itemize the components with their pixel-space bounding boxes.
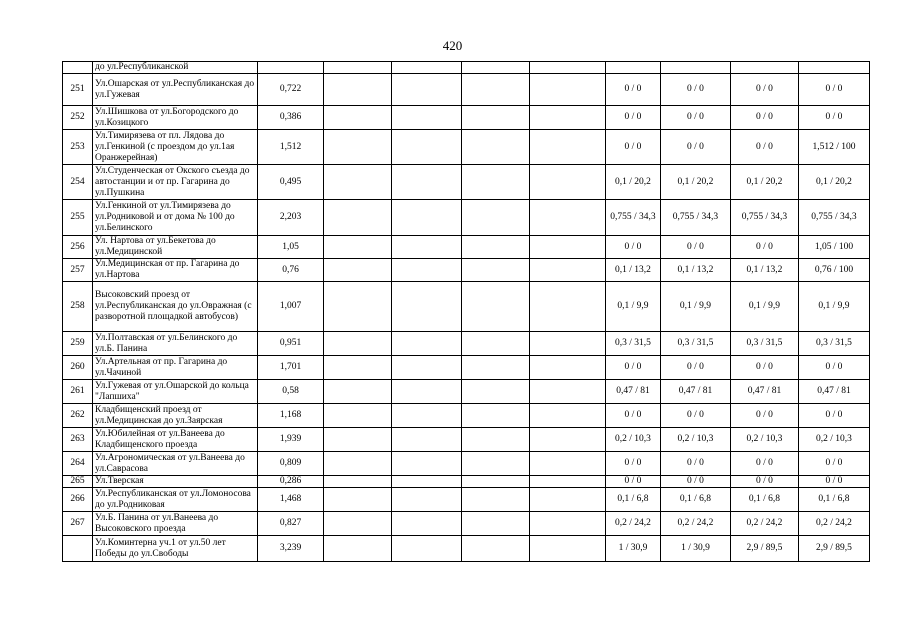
- value-cell-3: 2,9 / 89,5: [731, 536, 799, 562]
- value-cell-1: 0 / 0: [606, 106, 661, 130]
- road-name-cell: Ул.Тимирязева от пл. Лядова до ул.Генкиной (с проездом до ул.1ая Оранжерейная): [93, 130, 258, 165]
- length-cell: 0,809: [258, 452, 324, 476]
- length-cell: 1,168: [258, 404, 324, 428]
- empty-cell: [462, 130, 530, 165]
- empty-cell: [462, 165, 530, 200]
- value-cell-4: 0 / 0: [799, 106, 870, 130]
- table-row: [63, 452, 870, 476]
- empty-cell: [324, 332, 392, 356]
- value-cell-3: 0,2 / 10,3: [731, 428, 799, 452]
- value-cell-3: 0,755 / 34,3: [731, 200, 799, 236]
- road-name-cell: Ул.Полтавская от ул.Белинского до ул.Б. Панина: [93, 332, 258, 356]
- value-cell-3: 0,1 / 9,9: [731, 282, 799, 332]
- empty-cell: [392, 356, 462, 380]
- empty-cell: [530, 106, 606, 130]
- empty-cell: [324, 476, 392, 488]
- value-cell-2: 1 / 30,9: [661, 536, 731, 562]
- length-cell: 1,701: [258, 356, 324, 380]
- road-name-cell: Кладбищенский проезд от ул.Медицинская до ул.Заярская: [93, 404, 258, 428]
- empty-cell: [530, 404, 606, 428]
- road-name-cell: Ул.Коминтерна уч.1 от ул.50 лет Победы до ул.Свободы: [93, 536, 258, 562]
- empty-cell: [462, 236, 530, 259]
- empty-cell: [324, 428, 392, 452]
- empty-cell: [530, 332, 606, 356]
- empty-cell: [324, 512, 392, 536]
- value-cell-1: 0,1 / 6,8: [606, 488, 661, 512]
- road-name-cell: Ул.Тверская: [93, 476, 258, 488]
- value-cell-3: 0 / 0: [731, 74, 799, 106]
- row-number-cell: 251: [63, 74, 93, 106]
- value-cell-4: 1,05 / 100: [799, 236, 870, 259]
- value-cell-1: 0,1 / 20,2: [606, 165, 661, 200]
- empty-cell: [530, 428, 606, 452]
- length-cell: 0,827: [258, 512, 324, 536]
- table-row: [63, 536, 870, 562]
- value-cell-2: 0 / 0: [661, 130, 731, 165]
- value-cell-4: 0 / 0: [799, 452, 870, 476]
- empty-cell: [392, 200, 462, 236]
- row-number-cell: 253: [63, 130, 93, 165]
- table-row: [63, 476, 870, 488]
- row-number-cell: 266: [63, 488, 93, 512]
- row-number-cell: 267: [63, 512, 93, 536]
- road-name-cell: Ул.Республиканская от ул.Ломоносова до ул.Родниковая: [93, 488, 258, 512]
- value-cell-2: 0,1 / 13,2: [661, 259, 731, 282]
- value-cell-4: 0,1 / 20,2: [799, 165, 870, 200]
- value-cell-2: 0 / 0: [661, 404, 731, 428]
- page-number: 420: [442, 38, 463, 53]
- row-number-cell: 263: [63, 428, 93, 452]
- length-cell: 1,939: [258, 428, 324, 452]
- value-cell-1: 0,3 / 31,5: [606, 332, 661, 356]
- length-cell: 0,386: [258, 106, 324, 130]
- road-name-cell: Ул.Шишкова от ул.Богородского до ул.Козицкого: [93, 106, 258, 130]
- length-cell: 0,76: [258, 259, 324, 282]
- empty-cell: [462, 380, 530, 404]
- value-cell-3: 0,3 / 31,5: [731, 332, 799, 356]
- length-cell: 0,286: [258, 476, 324, 488]
- value-cell-2: 0 / 0: [661, 236, 731, 259]
- road-name-cell: Ул.Юбилейная от ул.Ванеева до Кладбищенского проезда: [93, 428, 258, 452]
- empty-cell: [392, 536, 462, 562]
- empty-cell: [530, 452, 606, 476]
- empty-cell: [392, 476, 462, 488]
- value-cell-2: 0 / 0: [661, 106, 731, 130]
- empty-cell: [530, 74, 606, 106]
- row-number-cell: 252: [63, 106, 93, 130]
- value-cell-2: 0,1 / 9,9: [661, 282, 731, 332]
- value-cell-1: 0,1 / 13,2: [606, 259, 661, 282]
- empty-cell: [324, 74, 392, 106]
- value-cell-4: 2,9 / 89,5: [799, 536, 870, 562]
- table-row: [63, 282, 870, 332]
- row-number-cell: 261: [63, 380, 93, 404]
- empty-cell: [530, 165, 606, 200]
- table-row: [63, 356, 870, 380]
- value-cell-3: 0,1 / 13,2: [731, 259, 799, 282]
- empty-cell: [324, 130, 392, 165]
- value-cell-3: 0 / 0: [731, 130, 799, 165]
- empty-cell: [530, 512, 606, 536]
- empty-cell: [462, 404, 530, 428]
- empty-cell: [530, 536, 606, 562]
- row-number-cell: 260: [63, 356, 93, 380]
- empty-cell: [462, 259, 530, 282]
- value-cell-2: 0 / 0: [661, 356, 731, 380]
- empty-cell: [462, 332, 530, 356]
- road-name-cell: Высоковский проезд от ул.Республиканская до ул.Овражная (с разворотной площадкой автобусов): [93, 282, 258, 332]
- value-cell-3: 0 / 0: [731, 106, 799, 130]
- road-name-cell: Ул.Б. Панина от ул.Ванеева до Высоковского проезда: [93, 512, 258, 536]
- value-cell-4: 1,512 / 100: [799, 130, 870, 165]
- value-cell-1: 0 / 0: [606, 476, 661, 488]
- value-cell-3: 0 / 0: [731, 452, 799, 476]
- empty-cell: [392, 106, 462, 130]
- table-row: [63, 74, 870, 106]
- value-cell-2: 0,2 / 24,2: [661, 512, 731, 536]
- empty-cell: [392, 165, 462, 200]
- empty-cell: [324, 452, 392, 476]
- road-name-cell: Ул.Артельная от пр. Гагарина до ул.Чачиной: [93, 356, 258, 380]
- empty-cell: [530, 200, 606, 236]
- length-cell: 2,203: [258, 200, 324, 236]
- value-cell-1: 0 / 0: [606, 130, 661, 165]
- empty-cell: [392, 512, 462, 536]
- value-cell-4: 0,76 / 100: [799, 259, 870, 282]
- empty-cell: [462, 282, 530, 332]
- empty-cell: [324, 165, 392, 200]
- value-cell-1: 0 / 0: [606, 236, 661, 259]
- length-cell: 1,468: [258, 488, 324, 512]
- value-cell-1: 0 / 0: [606, 404, 661, 428]
- value-cell-1: 0,2 / 24,2: [606, 512, 661, 536]
- value-cell-1: 0 / 0: [606, 356, 661, 380]
- value-cell-1: 0,2 / 10,3: [606, 428, 661, 452]
- road-name-cell: Ул.Агрономическая от ул.Ванеева до ул.Саврасова: [93, 452, 258, 476]
- empty-cell: [530, 488, 606, 512]
- value-cell-4: 0,3 / 31,5: [799, 332, 870, 356]
- empty-cell: [324, 282, 392, 332]
- row-number-cell: 254: [63, 165, 93, 200]
- empty-cell: [324, 356, 392, 380]
- table-row: [63, 404, 870, 428]
- row-number-cell: 257: [63, 259, 93, 282]
- value-cell-1: 0,47 / 81: [606, 380, 661, 404]
- empty-cell: [392, 332, 462, 356]
- empty-cell: [530, 282, 606, 332]
- value-cell-3: 0,2 / 24,2: [731, 512, 799, 536]
- value-cell-1: 0,755 / 34,3: [606, 200, 661, 236]
- empty-cell: [324, 236, 392, 259]
- row-number-cell: 258: [63, 282, 93, 332]
- empty-cell: [392, 282, 462, 332]
- value-cell-2: 0,47 / 81: [661, 380, 731, 404]
- empty-cell: [462, 452, 530, 476]
- value-cell-1: 0 / 0: [606, 74, 661, 106]
- length-cell: 0,58: [258, 380, 324, 404]
- empty-cell: [392, 259, 462, 282]
- empty-cell: [530, 259, 606, 282]
- value-cell-3: 0 / 0: [731, 404, 799, 428]
- empty-cell: [324, 380, 392, 404]
- value-cell-1: 1 / 30,9: [606, 536, 661, 562]
- empty-cell: [530, 356, 606, 380]
- row-number-cell: 255: [63, 200, 93, 236]
- value-cell-1: 0,1 / 9,9: [606, 282, 661, 332]
- table-row: [63, 428, 870, 452]
- row-number-cell: 259: [63, 332, 93, 356]
- value-cell-4: 0 / 0: [799, 404, 870, 428]
- road-name-cell: Ул.Ошарская от ул.Республиканская до ул.Гужевая: [93, 74, 258, 106]
- empty-cell: [392, 404, 462, 428]
- table-row: [63, 165, 870, 200]
- value-cell-2: 0 / 0: [661, 74, 731, 106]
- value-cell-4: 0,2 / 24,2: [799, 512, 870, 536]
- length-cell: 1,05: [258, 236, 324, 259]
- roads-table: [62, 61, 870, 562]
- empty-cell: [392, 130, 462, 165]
- row-number-cell: 265: [63, 476, 93, 488]
- empty-cell: [462, 512, 530, 536]
- length-cell: 1,512: [258, 130, 324, 165]
- empty-cell: [462, 476, 530, 488]
- value-cell-4: 0,2 / 10,3: [799, 428, 870, 452]
- table-row: [63, 130, 870, 165]
- empty-cell: [392, 236, 462, 259]
- value-cell-2: 0,2 / 10,3: [661, 428, 731, 452]
- table-row: [63, 488, 870, 512]
- empty-cell: [462, 488, 530, 512]
- value-cell-4: 0 / 0: [799, 74, 870, 106]
- value-cell-2: 0 / 0: [661, 452, 731, 476]
- row-number-cell: 256: [63, 236, 93, 259]
- row-number-cell: 264: [63, 452, 93, 476]
- row-number-cell: 262: [63, 404, 93, 428]
- length-cell: 0,495: [258, 165, 324, 200]
- road-name-cell: Ул.Гужевая от ул.Ошарской до кольца "Лапшиха": [93, 380, 258, 404]
- empty-cell: [462, 106, 530, 130]
- table-row-continuation: [63, 62, 870, 74]
- empty-cell: [530, 130, 606, 165]
- empty-cell: [392, 428, 462, 452]
- empty-cell: [324, 488, 392, 512]
- value-cell-3: 0 / 0: [731, 356, 799, 380]
- value-cell-3: 0 / 0: [731, 476, 799, 488]
- value-cell-3: 0,1 / 6,8: [731, 488, 799, 512]
- table-row: [63, 236, 870, 259]
- empty-cell: [462, 536, 530, 562]
- table-row: [63, 332, 870, 356]
- road-name-cell: Ул.Медицинская от пр. Гагарина до ул.Нартова: [93, 259, 258, 282]
- road-name-cell: Ул.Студенческая от Окского съезда до автостанции и от пр. Гагарина до ул.Пушкина: [93, 165, 258, 200]
- empty-cell: [462, 356, 530, 380]
- empty-cell: [462, 428, 530, 452]
- empty-cell: [324, 106, 392, 130]
- empty-cell: [462, 200, 530, 236]
- length-cell: 1,007: [258, 282, 324, 332]
- empty-cell: [462, 74, 530, 106]
- empty-cell: [392, 74, 462, 106]
- value-cell-3: 0,1 / 20,2: [731, 165, 799, 200]
- table-row: [63, 200, 870, 236]
- empty-cell: [392, 380, 462, 404]
- table-row: [63, 259, 870, 282]
- value-cell-4: 0,47 / 81: [799, 380, 870, 404]
- value-cell-4: 0,755 / 34,3: [799, 200, 870, 236]
- empty-cell: [324, 536, 392, 562]
- road-name-cell: Ул.Генкиной от ул.Тимирязева до ул.Родниковой и от дома № 100 до ул.Белинского: [93, 200, 258, 236]
- value-cell-2: 0,1 / 20,2: [661, 165, 731, 200]
- table-row: [63, 380, 870, 404]
- value-cell-1: 0 / 0: [606, 452, 661, 476]
- value-cell-3: 0,47 / 81: [731, 380, 799, 404]
- value-cell-2: 0,3 / 31,5: [661, 332, 731, 356]
- num-cell: [63, 62, 93, 74]
- table-row: [63, 106, 870, 130]
- empty-cell: [530, 236, 606, 259]
- table-row: [63, 512, 870, 536]
- road-name-cell: до ул.Республиканской: [93, 62, 258, 74]
- empty-cell: [530, 476, 606, 488]
- value-cell-2: 0 / 0: [661, 476, 731, 488]
- empty-cell: [324, 259, 392, 282]
- length-cell: 0,951: [258, 332, 324, 356]
- row-number-cell: [63, 536, 93, 562]
- value-cell-4: 0,1 / 6,8: [799, 488, 870, 512]
- length-cell: 0,722: [258, 74, 324, 106]
- empty-cell: [324, 200, 392, 236]
- empty-cell: [324, 404, 392, 428]
- value-cell-4: 0 / 0: [799, 476, 870, 488]
- empty-cell: [530, 380, 606, 404]
- value-cell-4: 0,1 / 9,9: [799, 282, 870, 332]
- length-cell: 3,239: [258, 536, 324, 562]
- value-cell-2: 0,1 / 6,8: [661, 488, 731, 512]
- value-cell-3: 0 / 0: [731, 236, 799, 259]
- road-name-cell: Ул. Нартова от ул.Бекетова до ул.Медицинской: [93, 236, 258, 259]
- value-cell-4: 0 / 0: [799, 356, 870, 380]
- empty-cell: [392, 452, 462, 476]
- empty-cell: [392, 488, 462, 512]
- value-cell-2: 0,755 / 34,3: [661, 200, 731, 236]
